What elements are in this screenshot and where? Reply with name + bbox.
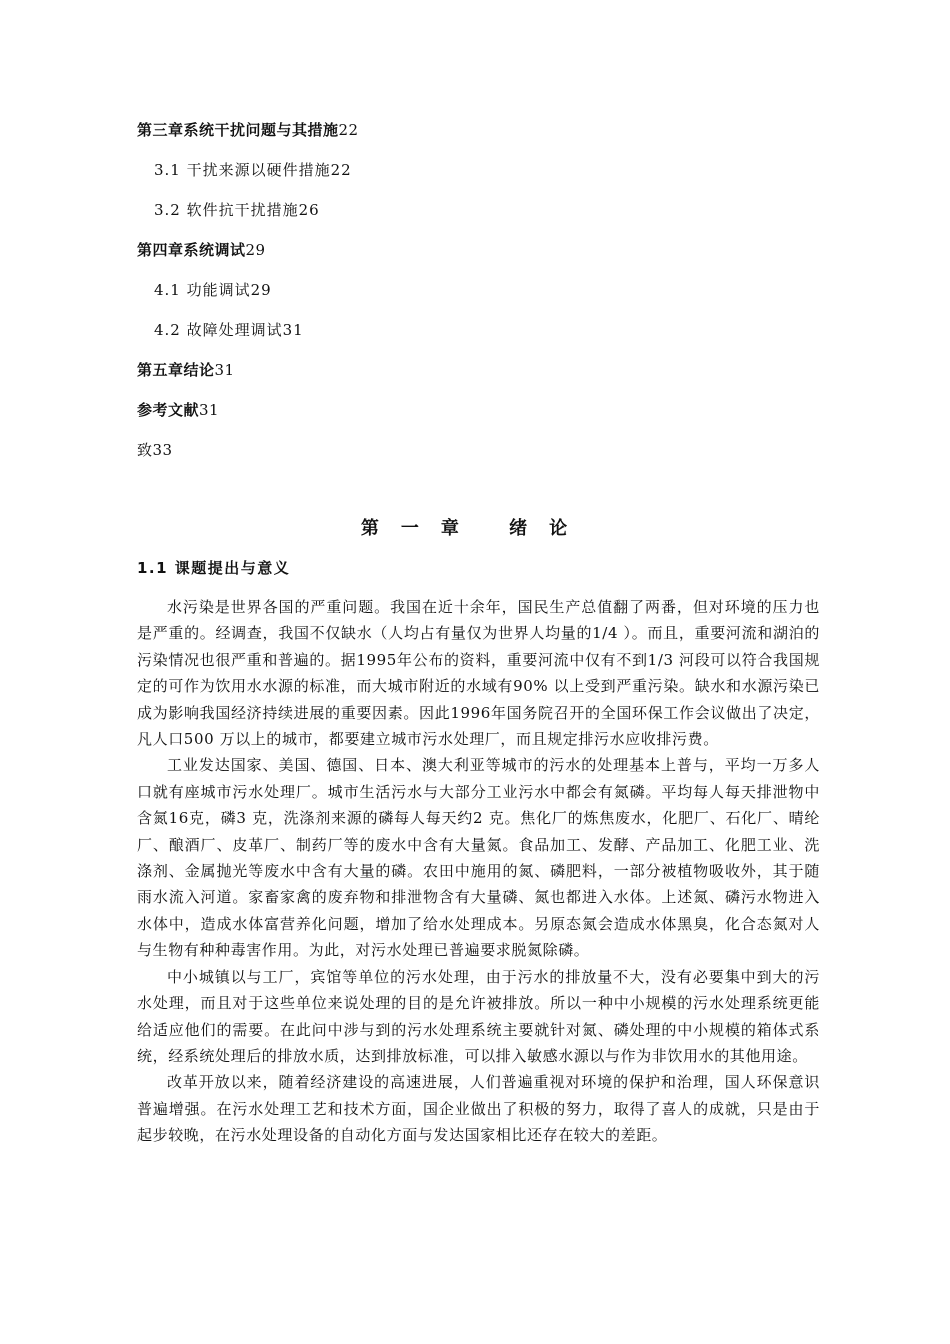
toc-entry-label: 第五章结论 bbox=[137, 361, 215, 379]
toc-entry-label: 3.2 软件抗干扰措施 bbox=[154, 201, 299, 219]
body-text bbox=[137, 594, 820, 1149]
toc-entry-acknowledgements[interactable] bbox=[137, 438, 837, 478]
toc-entry-chapter-5[interactable] bbox=[137, 358, 837, 398]
toc-entry-chapter-4[interactable] bbox=[137, 238, 837, 278]
toc-entry-label: 第三章系统干扰问题与其措施 bbox=[137, 121, 339, 139]
toc-entry-page: 22 bbox=[330, 161, 352, 179]
paragraph: 改革开放以来，随着经济建设的高速进展，人们普遍重视对环境的保护和治理，国人环保意识普遍增强。在污水处理工艺和技术方面，国企业做出了积极的努力，取得了喜人的成就，只是由于起步较晚，在污水处理设备的自动化方面与发达国家相比还存在较大的差距。 bbox=[137, 1073, 820, 1145]
toc-entry-references[interactable] bbox=[137, 398, 837, 438]
toc-entry-label: 3.1 干扰来源以硬件措施 bbox=[154, 161, 331, 179]
toc-entry-page: 31 bbox=[282, 321, 304, 339]
toc-entry-section-4-2[interactable] bbox=[137, 318, 837, 358]
toc-entry-label: 参考文献 bbox=[137, 401, 200, 419]
section-heading: 1.1 课题提出与意义 bbox=[137, 559, 291, 577]
toc-entry-page: 31 bbox=[214, 361, 235, 379]
toc-entry-label: 4.1 功能调试 bbox=[154, 281, 251, 299]
chapter-title: 第一章 绪论 bbox=[360, 518, 590, 539]
toc-entry-label: 致 bbox=[137, 441, 153, 459]
toc-entry-page: 22 bbox=[338, 121, 359, 139]
toc-entry-page: 26 bbox=[298, 201, 320, 219]
paragraph: 中小城镇以与工厂，宾馆等单位的污水处理，由于污水的排放量不大，没有必要集中到大的污水处理，而且对于这些单位来说处理的目的是允许被排放。所以一种中小规模的污水处理系统更能给适应他们的需要。在此问中涉与到的污水处理系统主要就针对氮、磷处理的中小规模的箱体式系统，经系统处理后的排放水质，达到排放标准，可以排入敏感水源以与作为非饮用水的其他用途。 bbox=[137, 967, 820, 1065]
paragraph: 工业发达国家、美国、德国、日本、澳大利亚等城市的污水的处理基本上普与，平均一万多人口就有座城市污水处理厂。城市生活污水与大部分工业污水中都会有氮磷。平均每人每天排泄物中含氮16克，磷3 克，洗涤剂来源的磷每人每天约2 克。焦化厂的炼焦废水，化肥厂、石化厂、晴纶厂、酿酒厂、皮革厂、制药厂等的废水中含有大量氮。食品加工、发酵、产品加工、化肥工业、洗涤剂、金属抛光等废水中含有大量的磷。农田中施用的氮、磷肥料，一部分被植物吸收外，其于随雨水流入河道。家畜家禽的废弃物和排泄物含有大量磷、氮也都进入水体。上述氮、磷污水物进入水体中，造成水体富营养化问题，增加了给水处理成本。另原态氮会造成水体黑臭，化合态氮对人与生物有种种毒害作用。为此，对污水处理已普遍要求脱氮除磷。 bbox=[137, 756, 820, 960]
toc-entry-page: 29 bbox=[245, 241, 266, 259]
table-of-contents bbox=[137, 118, 837, 478]
toc-entry-section-3-1[interactable] bbox=[137, 158, 837, 198]
toc-entry-label: 4.2 故障处理调试 bbox=[154, 321, 283, 339]
toc-entry-page: 31 bbox=[199, 401, 220, 419]
toc-entry-label: 第四章系统调试 bbox=[137, 241, 246, 259]
toc-entry-section-3-2[interactable] bbox=[137, 198, 837, 238]
toc-entry-page: 33 bbox=[152, 441, 173, 459]
toc-entry-page: 29 bbox=[250, 281, 272, 299]
paragraph: 水污染是世界各国的严重问题。我国在近十余年，国民生产总值翻了两番，但对环境的压力也是严重的。经调查，我国不仅缺水（人均占有量仅为世界人均量的1/4 ）。而且，重要河流和湖泊的污染情况也很严重和普遍的。据1995年公布的资料，重要河流中仅有不到1/3 河段可以符合我国规定的可作为饮用水水源的标准，而大城市附近的水域有90% 以上受到严重污染。缺水和水源污染已成为影响我国经济持续进展的重要因素。因此1996年国务院召开的全国环保工作会议做出了决定，凡人口500 万以上的城市，都要建立城市污水处理厂，而且规定排污水应收排污费。 bbox=[137, 598, 820, 749]
toc-entry-section-4-1[interactable] bbox=[137, 278, 837, 318]
toc-entry-chapter-3[interactable] bbox=[137, 118, 837, 158]
